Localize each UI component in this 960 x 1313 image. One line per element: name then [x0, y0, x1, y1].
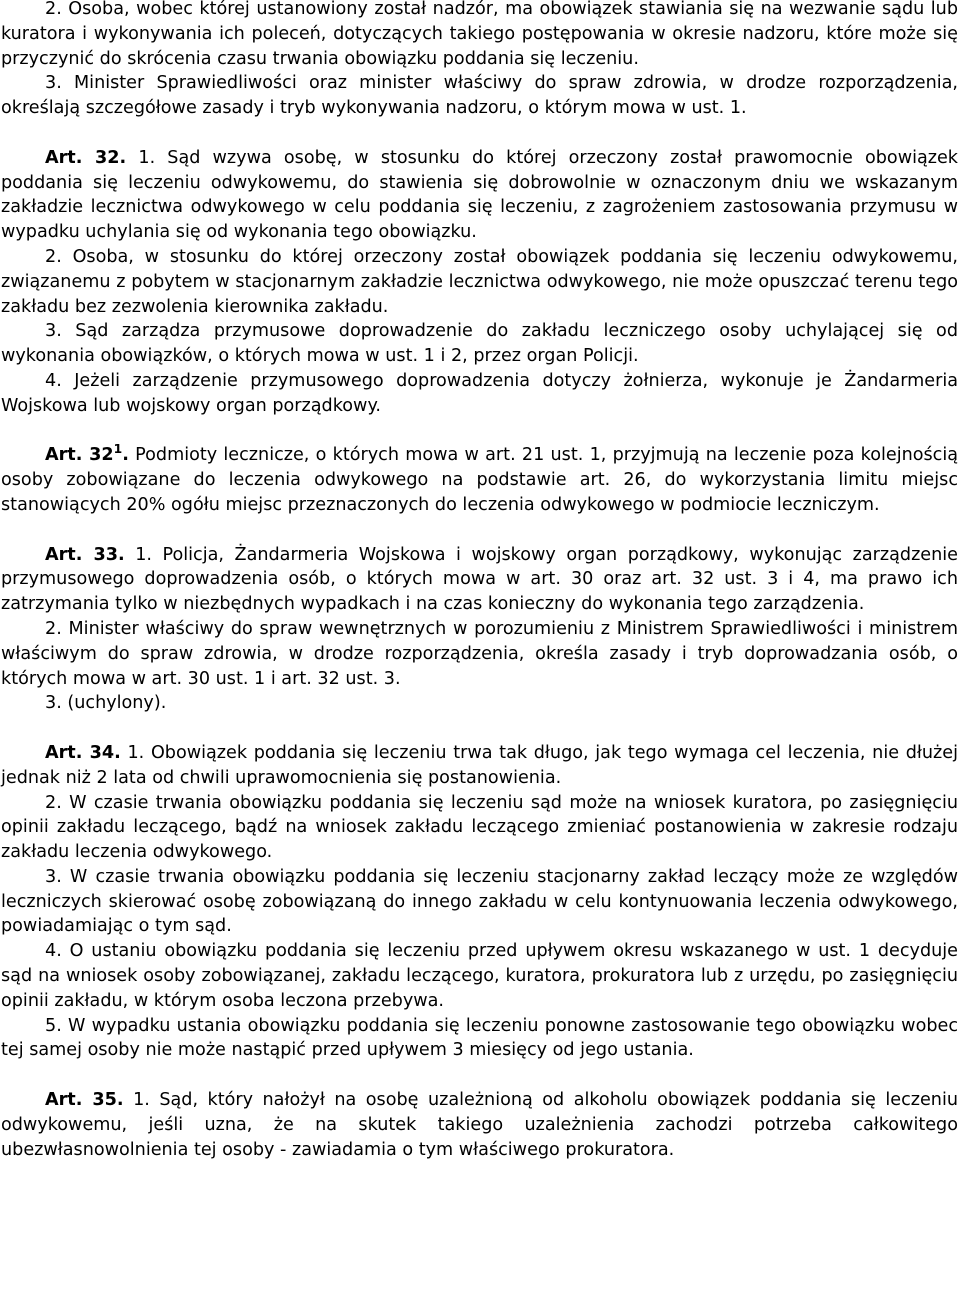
article-label: Art. 35. [45, 1090, 124, 1111]
paragraph-art32-ust4 [1, 369, 958, 419]
paragraph-text: 2. Osoba, w stosunku do której orzeczony został obowiązek poddania się leczeniu odwykowemu, związanemu z pobytem w stacjonarnym zakładzie lecznictwa odwykowego, nie może opuszczać terenu tego zakładu bez zezwolenia kierownika zakładu. [1, 246, 958, 317]
paragraph-text: 1. Sąd, który nałożył na osobę uzależnioną od alkoholu obowiązek poddania się leczeniu odwykowemu, jeśli uzna, że na skutek takiego uzależnienia zachodzi potrzeba całkowitego ubezwłasnowolnienia tej osoby - zawiadamia o tym właściwego prokuratora. [1, 1090, 958, 1160]
article-label: Art. 33. [45, 544, 125, 565]
paragraph-text: 1. Sąd wzywa osobę, w stosunku do której orzeczony został prawomocnie obowiązek poddania się leczeniu odwykowemu, do stawienia się dobrowolnie w oznaczonym dniu we wskazanym zakładzie lecznictwa odwykowego w celu poddania się leczeniu, z zagrożeniem zastosowania przymusu w wypadku uchylania się od wykonania tego obowiązku. [1, 147, 958, 243]
paragraph-art31-ust2 [1, 0, 958, 71]
paragraph-art34-ust3 [1, 865, 958, 939]
paragraph-art32-ust1 [1, 146, 958, 245]
paragraph-art34-ust4 [1, 939, 958, 1013]
paragraph-art33-ust2 [1, 617, 958, 691]
paragraph-art33-ust3 [1, 691, 958, 716]
article-label-dot: . [122, 445, 129, 466]
paragraph-text: 4. O ustaniu obowiązku poddania się leczeniu przed upływem okresu wskazanego w ust. 1 decyduje sąd na wniosek osoby zobowiązanej, zakładu leczącego, kuratora, prokuratora lub z urzędu, po zasięgnięciu opinii zakładu, w którym osoba leczona przebywa. [1, 941, 958, 1011]
paragraph-art34-ust2 [1, 791, 958, 865]
paragraph-text: 3. (uchylony). [45, 693, 167, 714]
paragraph-text: 5. W wypadku ustania obowiązku poddania się leczeniu ponowne zastosowanie tego obowiązku wobec tej samej osoby nie może nastąpić przed upływem 3 miesięcy od jego ustania. [1, 1015, 958, 1061]
article-label: Art. 32. [45, 147, 127, 168]
paragraph-art34-ust1 [1, 741, 958, 791]
paragraph-art34-ust5 [1, 1014, 958, 1064]
paragraph-text: 3. Sąd zarządza przymusowe doprowadzenie do zakładu leczniczego osoby uchylającej się od wykonania obowiązków, o których mowa w ust. 1 i 2, przez organ Policji. [1, 321, 958, 367]
paragraph-text: 1. Obowiązek poddania się leczeniu trwa tak długo, jak tego wymaga cel leczenia, nie dłużej jednak niż 2 lata od chwili uprawomocnienia się postanowienia. [1, 742, 958, 788]
paragraph-art31-ust3 [1, 71, 958, 121]
paragraph-text: 3. Minister Sprawiedliwości oraz minister właściwy do spraw zdrowia, w drodze rozporządzenia, określają szczegółowe zasady i tryb wykonywania nadzoru, o którym mowa w ust. 1. [1, 73, 958, 119]
paragraph-art35-ust1 [1, 1088, 958, 1162]
paragraph-text: 2. Minister właściwy do spraw wewnętrznych w porozumieniu z Ministrem Sprawiedliwości i ministrem właściwym do spraw zdrowia, w drodze rozporządzenia, określa zasady i tryb doprowadzania osób, o których mowa w art. 30 ust. 1 i art. 32 ust. 3. [1, 618, 958, 689]
paragraph-text: 1. Policja, Żandarmeria Wojskowa i wojskowy organ porządkowy, wykonując zarządzenie przymusowego doprowadzenia osób, o których mowa w art. 30 oraz art. 32 ust. 3 i 4, ma prawo ich zatrzymania tylko w niezbędnych wypadkach i na czas konieczny do wykonania tego zarządzenia. [1, 544, 958, 615]
paragraph-art32-1 [1, 443, 958, 517]
paragraph-art33-ust1 [1, 543, 958, 617]
article-superscript: 1 [113, 442, 123, 457]
article-label: Art. 34. [45, 742, 121, 763]
article-label: Art. 32 [45, 445, 114, 466]
paragraph-art32-ust3 [1, 319, 958, 369]
paragraph-text: 4. Jeżeli zarządzenie przymusowego doprowadzenia dotyczy żołnierza, wykonuje je Żandarmeria Wojskowa lub wojskowy organ porządkowy. [1, 370, 958, 416]
paragraph-text: 2. W czasie trwania obowiązku poddania się leczeniu sąd może na wniosek kuratora, po zasięgnięciu opinii zakładu leczącego, bądź na wniosek zakładu leczącego zmieniać postanowienia w zakresie rodzaju zakładu leczenia odwykowego. [1, 792, 958, 863]
paragraph-text: Podmioty lecznicze, o których mowa w art. 21 ust. 1, przyjmują na leczenie poza kolejnością osoby zobowiązane do leczenia odwykowego na podstawie art. 26, do wykorzystania limitu miejsc stanowiących 20% ogółu miejsc przeznaczonych do leczenia odwykowego w podmiocie leczniczym. [1, 445, 959, 515]
paragraph-text: 3. W czasie trwania obowiązku poddania się leczeniu stacjonarny zakład leczący może ze względów leczniczych skierować osobę zobowiązaną do innego zakładu w celu kontynuowania leczenia odwykowego, powiadamiając o tym sąd. [1, 866, 958, 937]
paragraph-art32-ust2 [1, 245, 958, 319]
paragraph-text: 2. Osoba, wobec której ustanowiony został nadzór, ma obowiązek stawiania się na wezwanie sądu lub kuratora i wykonywania ich poleceń, dotyczących takiego postępowania w okresie nadzoru, które może się przyczynić do skrócenia czasu trwania obowiązku poddania się leczeniu. [1, 0, 958, 69]
